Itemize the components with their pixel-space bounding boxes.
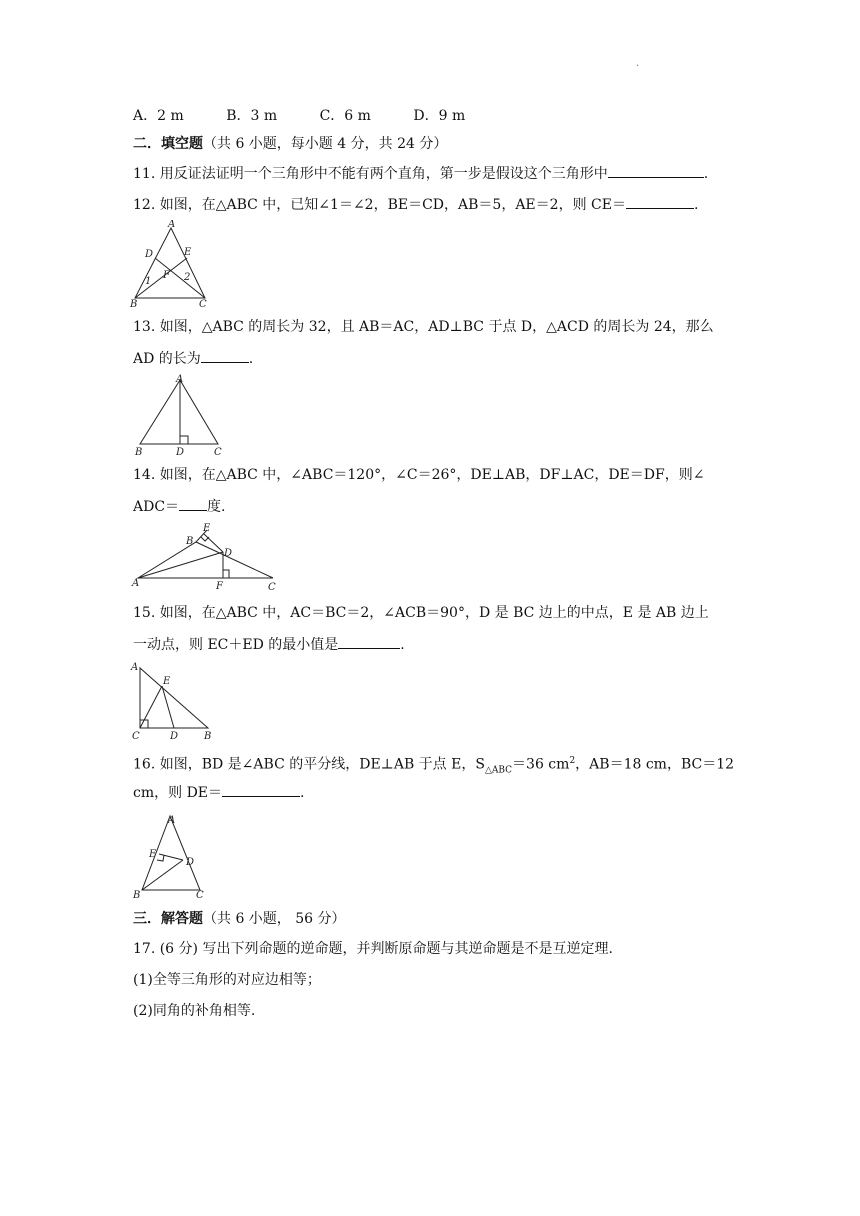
q15-end: . <box>400 637 405 653</box>
fig16-label-a: A <box>168 815 176 826</box>
page-mark: . <box>636 58 640 69</box>
figure-14 <box>128 522 288 594</box>
answer-blank <box>338 634 400 649</box>
section-answer <box>133 910 346 928</box>
figure-12 <box>125 220 215 310</box>
q16-text-b: ＝36 cm <box>512 756 570 773</box>
fig14-label-e: E <box>203 523 211 534</box>
q14-end: 度. <box>207 499 226 515</box>
question-17-item-2: (2)同角的补角相等. <box>133 1003 256 1019</box>
q14-text: ADC＝ <box>133 499 180 515</box>
fig12-angle-2: 2 <box>184 272 191 283</box>
fig12-label-c: C <box>199 299 207 310</box>
choice-c: C．6 m <box>319 108 371 124</box>
fig14-label-a: A <box>132 578 140 589</box>
choice-b: B．3 m <box>226 108 278 124</box>
fig16-label-b: B <box>133 890 141 901</box>
q13-end: . <box>248 351 254 367</box>
question-16-line1 <box>133 752 734 779</box>
question-12 <box>133 194 698 214</box>
question-11 <box>133 163 708 183</box>
q12-text: 12. 如图，在△ABC 中，已知∠1＝∠2，BE＝CD，AB＝5，AE＝2，则 CE＝ <box>133 197 626 213</box>
fig12-angle-1: 1 <box>145 276 152 287</box>
section3-note: （共 6 小题， 56 分） <box>203 911 346 927</box>
answer-blank <box>201 348 249 363</box>
answer-blank <box>222 782 300 797</box>
fig14-label-d: D <box>224 548 233 559</box>
question-14-line2 <box>133 496 226 516</box>
q16-text-c: ，AB＝18 cm，BC＝12 <box>575 756 735 773</box>
section-note: （共 6 小题，每小题 4 分，共 24 分） <box>203 136 448 152</box>
answer-blank <box>608 163 704 178</box>
fig15-label-b: B <box>204 731 212 742</box>
answer-blank <box>179 496 207 511</box>
question-13-line1: 13. 如图，△ABC 的周长为 32，且 AB＝AC，AD⊥BC 于点 D，△ACD 的周长为 24，那么 <box>133 319 714 335</box>
q16-end: . <box>300 785 305 801</box>
figure-13 <box>128 372 228 460</box>
fig15-label-c: C <box>132 731 140 742</box>
question-17-item-1: (1)全等三角形的对应边相等； <box>133 972 321 988</box>
question-15-line1: 15. 如图，在△ABC 中，AC＝BC＝2，∠ACB＝90°，D 是 BC 边上的中点，E 是 AB 边上 <box>133 605 709 621</box>
q16-text: cm，则 DE＝ <box>133 785 223 801</box>
question-13-line2 <box>133 348 253 368</box>
choice-a: A．2 m <box>133 108 184 124</box>
figure-16 <box>128 808 218 903</box>
q12-end: . <box>693 197 699 213</box>
q16-subscript: △ABC <box>484 765 513 776</box>
fig14-label-b: B <box>186 536 194 547</box>
q11-text: 11. 用反证法证明一个三角形中不能有两个直角，第一步是假设这个三角形中 <box>133 166 608 182</box>
fig15-label-a: A <box>131 662 139 673</box>
fig12-label-d: D <box>145 249 154 260</box>
answer-blank <box>626 194 694 209</box>
choices-row <box>133 107 503 125</box>
fig12-label-b: B <box>130 299 138 310</box>
fig12-label-e: E <box>184 247 192 258</box>
section-title: 二．填空题 <box>133 136 203 152</box>
question-17: 17. (6 分) 写出下列命题的逆命题，并判断原命题与其逆命题是不是互逆定理. <box>133 941 613 957</box>
fig12-label-f: F <box>163 270 170 281</box>
question-15-line2 <box>133 634 405 654</box>
question-16-line2 <box>133 782 304 802</box>
fig13-label-b: B <box>135 447 143 458</box>
fig14-label-c: C <box>268 582 276 593</box>
fig13-label-d: D <box>176 447 185 458</box>
q16-text-a: 16. 如图，BD 是∠ABC 的平分线，DE⊥AB 于点 E，S <box>133 756 485 773</box>
fig14-label-f: F <box>216 581 223 592</box>
q15-text: 一动点，则 EC＋ED 的最小值是 <box>133 637 339 653</box>
q16-superscript: 2 <box>569 756 576 766</box>
q13-text: AD 的长为 <box>133 351 201 367</box>
q11-end: . <box>703 166 709 182</box>
fig15-label-e: E <box>163 676 171 687</box>
figure-15 <box>128 658 224 742</box>
fig16-label-c: C <box>196 890 204 901</box>
fig16-label-e: E <box>149 849 157 860</box>
fig13-label-a: A <box>176 374 184 385</box>
section3-title: 三．解答题 <box>133 911 203 927</box>
question-14-line1: 14. 如图，在△ABC 中，∠ABC＝120°，∠C＝26°，DE⊥AB，DF⊥AC，DE＝DF，则∠ <box>133 467 705 483</box>
fig16-label-d: D <box>186 857 195 868</box>
section-fill-blank <box>133 135 447 153</box>
fig13-label-c: C <box>214 447 222 458</box>
fig15-label-d: D <box>170 731 179 742</box>
fig12-label-a: A <box>168 220 176 230</box>
choice-d: D．9 m <box>413 108 466 124</box>
